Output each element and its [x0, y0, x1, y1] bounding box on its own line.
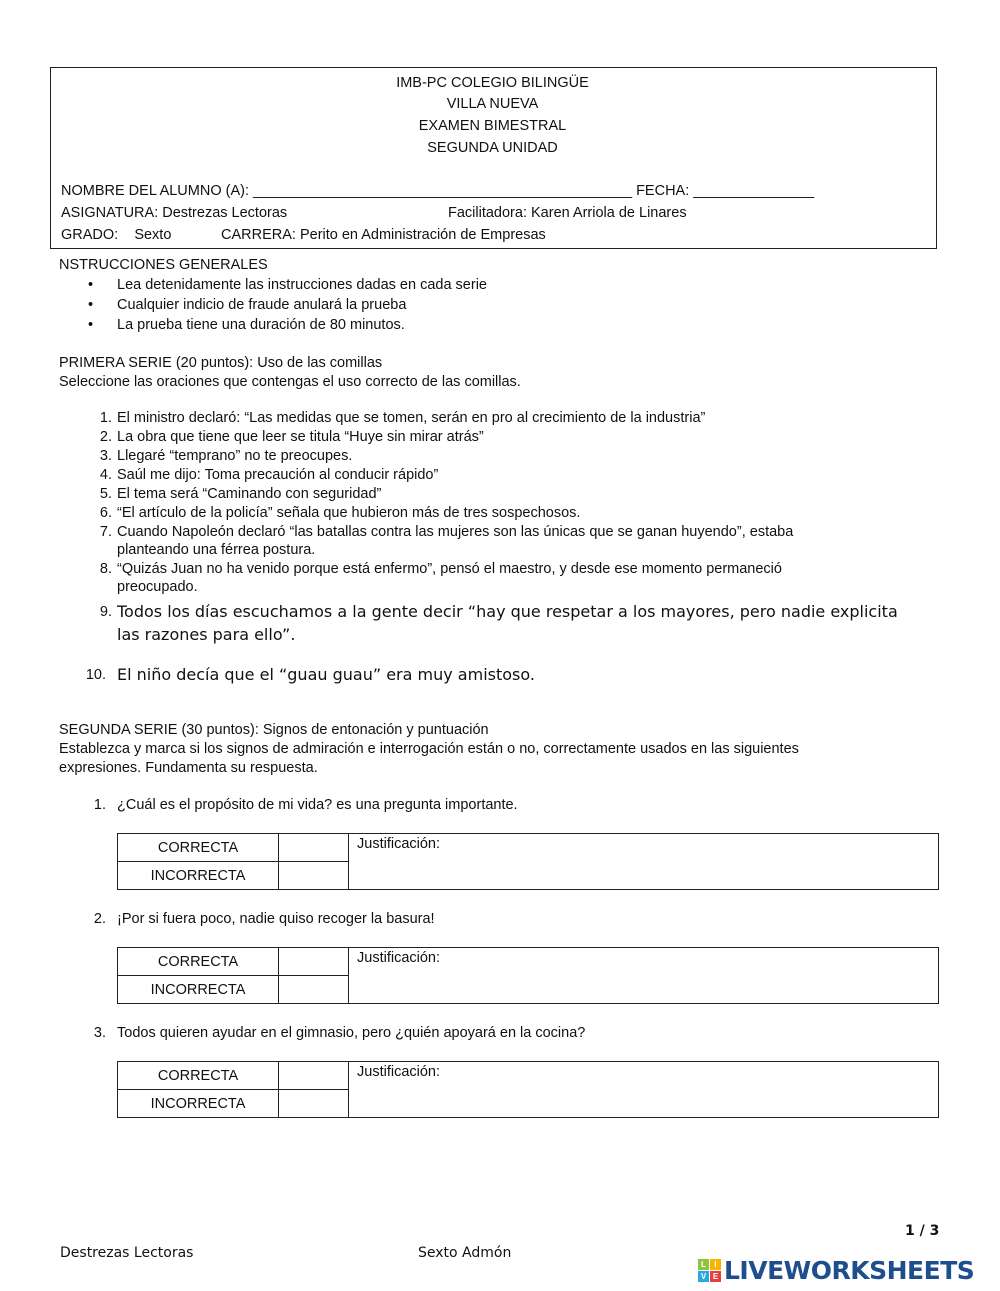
justification-field[interactable]	[349, 948, 939, 1004]
instruction-item: Cualquier indicio de fraude anulará la prueba	[117, 297, 407, 313]
exam-title: EXAMEN BIMESTRAL	[418, 118, 567, 134]
instructions-title: NSTRUCCIONES GENERALES	[59, 257, 268, 273]
correct-checkbox[interactable]	[279, 948, 349, 976]
quote-sentence-cont: las razones para ello”.	[117, 625, 296, 644]
question-number: 2.	[93, 911, 106, 927]
justification-label: Justificación:	[357, 950, 441, 966]
incorrect-label: INCORRECTA	[118, 976, 279, 1004]
question-text: ¡Por si fuera poco, nadie quiso recoger la basura!	[117, 911, 435, 927]
answer-table	[117, 947, 939, 1004]
footer-grade: Sexto Admón	[418, 1245, 512, 1261]
career: CARRERA: Perito en Administración de Empresas	[221, 227, 546, 243]
bullet-icon: •	[88, 297, 94, 313]
subject: ASIGNATURA: Destrezas Lectoras	[61, 205, 288, 221]
answer-table	[117, 833, 939, 890]
serie2-instruction: Establezca y marca si los signos de admiración e interrogación están o no, correctamente usados en las siguientes	[59, 741, 799, 757]
answer-table	[117, 1061, 939, 1118]
item-number: 2.	[99, 429, 112, 445]
justification-label: Justificación:	[357, 1064, 441, 1080]
serie2-title: SEGUNDA SERIE (30 puntos): Signos de entonación y puntuación	[59, 722, 489, 738]
correct-label: CORRECTA	[118, 948, 279, 976]
quote-sentence[interactable]: La obra que tiene que leer se titula “Huye sin mirar atrás”	[117, 429, 484, 445]
quote-sentence[interactable]: Saúl me dijo: Toma precaución al conducir rápido”	[117, 467, 439, 483]
quote-sentence-cont: planteando una férrea postura.	[117, 542, 316, 558]
incorrect-checkbox[interactable]	[279, 1090, 349, 1118]
instruction-item: La prueba tiene una duración de 80 minutos.	[117, 317, 405, 333]
item-number: 6.	[99, 505, 112, 521]
item-number: 8.	[99, 561, 112, 577]
correct-checkbox[interactable]	[279, 1062, 349, 1090]
incorrect-checkbox[interactable]	[279, 976, 349, 1004]
item-number: 10.	[85, 667, 106, 683]
correct-checkbox[interactable]	[279, 834, 349, 862]
item-number: 9.	[99, 604, 112, 620]
question-text: ¿Cuál es el propósito de mi vida? es una pregunta importante.	[117, 797, 518, 813]
quote-sentence[interactable]: El ministro declaró: “Las medidas que se tomen, serán en pro al crecimiento de la industria”	[117, 410, 706, 426]
footer-subject: Destrezas Lectoras	[60, 1245, 194, 1261]
quote-sentence[interactable]: Cuando Napoleón declaró “las batallas contra las mujeres son las únicas que se ganan huyendo”, estaba	[117, 524, 794, 540]
serie1-instruction: Seleccione las oraciones que contengas el uso correcto de las comillas.	[59, 374, 521, 390]
justification-label: Justificación:	[357, 836, 441, 852]
school-name: IMB-PC COLEGIO BILINGÜE	[396, 75, 589, 91]
question-number: 3.	[93, 1025, 106, 1041]
serie2-instruction-2: expresiones. Fundamenta su respuesta.	[59, 760, 318, 776]
quote-sentence[interactable]: Todos los días escuchamos a la gente decir “hay que respetar a los mayores, pero nadie explicita	[117, 602, 898, 621]
correct-label: CORRECTA	[118, 834, 279, 862]
question-text: Todos quieren ayudar en el gimnasio, pero ¿quién apoyará en la cocina?	[117, 1025, 586, 1041]
question-number: 1.	[93, 797, 106, 813]
bullet-icon: •	[88, 277, 94, 293]
quote-sentence[interactable]: El niño decía que el “guau guau” era muy amistoso.	[117, 665, 535, 684]
instruction-item: Lea detenidamente las instrucciones dadas en cada serie	[117, 277, 487, 293]
bullet-icon: •	[88, 317, 94, 333]
correct-label: CORRECTA	[118, 1062, 279, 1090]
grade: GRADO: Sexto	[61, 227, 172, 243]
quote-sentence-cont: preocupado.	[117, 579, 198, 595]
name-date-line: NOMBRE DEL ALUMNO (A): _______________________________________________ FECHA: _______________	[61, 183, 815, 199]
quote-sentence[interactable]: “Quizás Juan no ha venido porque está enfermo”, pensó el maestro, y desde ese momento permaneció	[117, 561, 782, 577]
incorrect-label: INCORRECTA	[118, 862, 279, 890]
incorrect-label: INCORRECTA	[118, 1090, 279, 1118]
serie1-title: PRIMERA SERIE (20 puntos): Uso de las comillas	[59, 355, 383, 371]
incorrect-checkbox[interactable]	[279, 862, 349, 890]
page-number: 1 / 3	[905, 1223, 940, 1239]
item-number: 5.	[99, 486, 112, 502]
justification-field[interactable]	[349, 834, 939, 890]
quote-sentence[interactable]: Llegaré “temprano” no te preocupes.	[117, 448, 353, 464]
facilitator: Facilitadora: Karen Arriola de Linares	[448, 205, 687, 221]
item-number: 3.	[99, 448, 112, 464]
item-number: 1.	[99, 410, 112, 426]
city: VILLA NUEVA	[446, 96, 539, 112]
justification-field[interactable]	[349, 1062, 939, 1118]
quote-sentence[interactable]: “El artículo de la policía” señala que hubieron más de tres sospechosos.	[117, 505, 581, 521]
item-number: 4.	[99, 467, 112, 483]
quote-sentence[interactable]: El tema será “Caminando con seguridad”	[117, 486, 382, 502]
unit-title: SEGUNDA UNIDAD	[427, 140, 558, 156]
logo-icon: L I V E	[698, 1259, 721, 1282]
item-number: 7.	[99, 524, 112, 540]
liveworksheets-logo: L I V E LIVEWORKSHEETS	[698, 1256, 974, 1285]
